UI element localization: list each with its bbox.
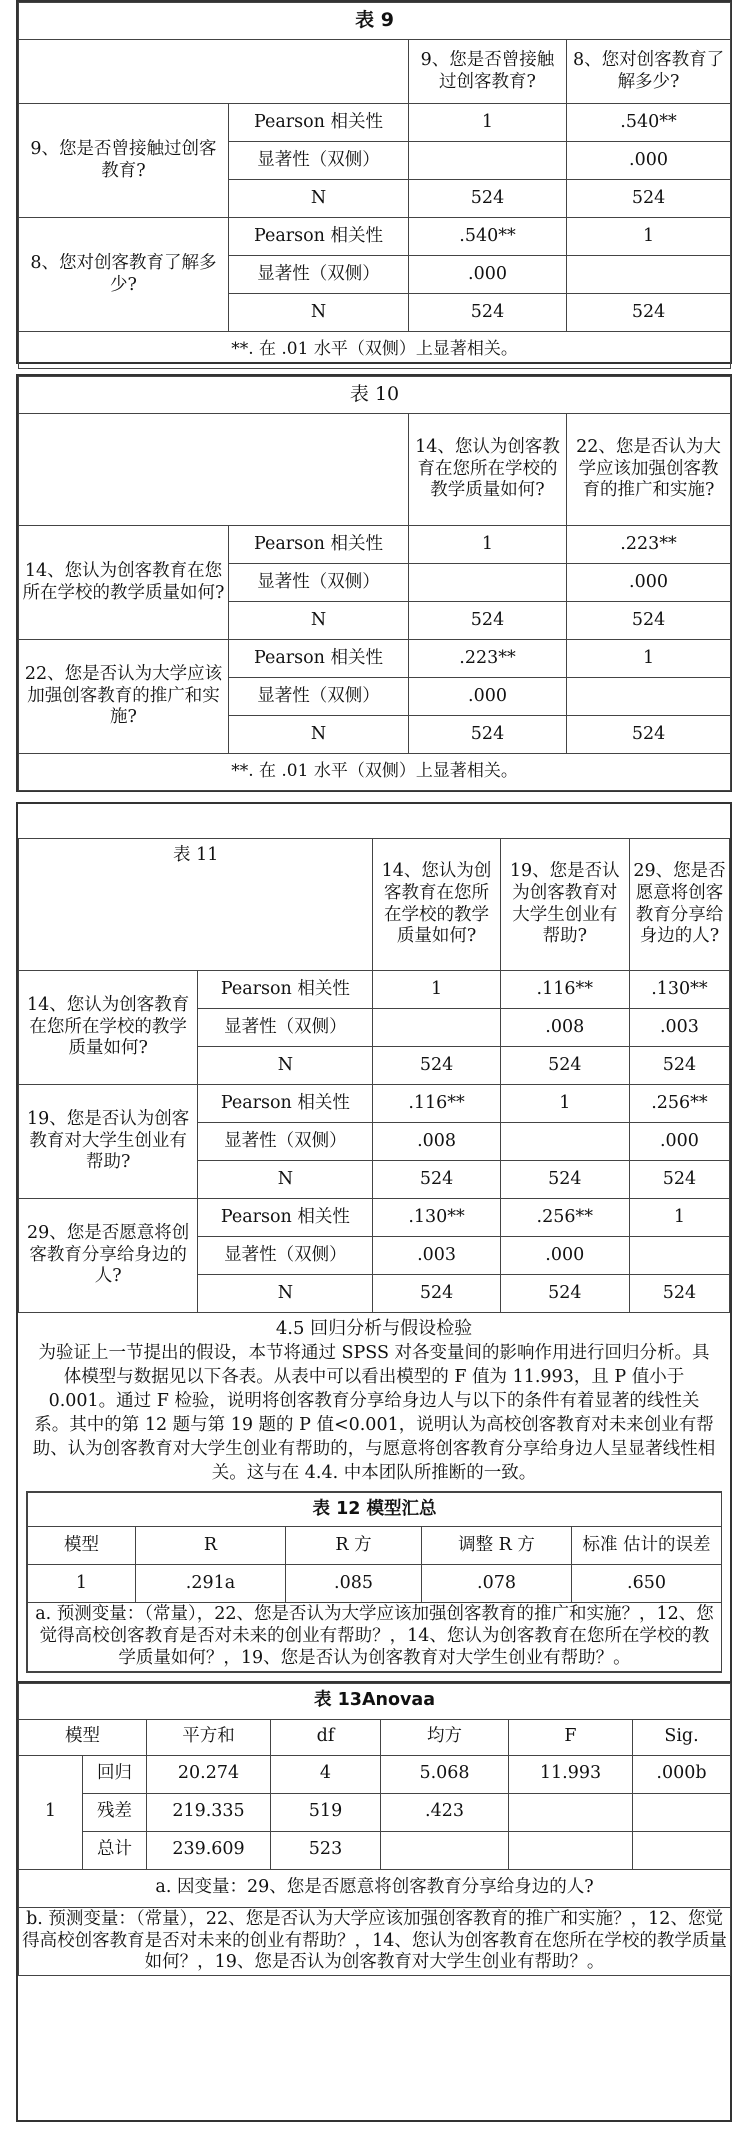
stat-label: Pearson 相关性	[229, 218, 409, 256]
cell: 1	[409, 526, 567, 564]
table-title: 表 10	[19, 377, 731, 414]
cell	[509, 1793, 633, 1831]
cell: .256**	[629, 1085, 729, 1123]
column-header: 14、您认为创客教育在您所在学校的教学质量如何?	[409, 414, 567, 526]
cell	[567, 678, 731, 716]
cell: .008	[373, 1123, 500, 1161]
table-13-grid	[18, 1683, 731, 1977]
cell: 524	[629, 1275, 729, 1313]
cell: 1	[409, 104, 567, 142]
cell: 20.274	[147, 1755, 271, 1793]
table-9-grid	[18, 2, 731, 369]
cell: .130**	[373, 1199, 500, 1237]
cell: 524	[567, 294, 731, 332]
document-page	[16, 0, 732, 2132]
column-header: F	[509, 1719, 633, 1755]
column-header: R 方	[286, 1527, 422, 1565]
cell: 524	[629, 1161, 729, 1199]
cell: 524	[500, 1161, 629, 1199]
row-label: 14、您认为创客教育在您所在学校的教学质量如何?	[19, 971, 198, 1085]
cell: 524	[629, 1047, 729, 1085]
cell: 524	[409, 602, 567, 640]
stat-label: 显著性（双侧）	[229, 256, 409, 294]
cell	[381, 1831, 509, 1869]
cell: 1	[373, 971, 500, 1009]
table-title: 表 13Anovaa	[19, 1683, 731, 1719]
row-label: 22、您是否认为大学应该加强创客教育的推广和实施?	[19, 640, 229, 754]
stat-label: Pearson 相关性	[198, 1199, 373, 1237]
column-header: 14、您认为创客教育在您所在学校的教学质量如何?	[373, 839, 500, 971]
cell: .291a	[136, 1565, 286, 1603]
cell	[500, 1123, 629, 1161]
column-header: 模型	[28, 1527, 136, 1565]
cell: 239.609	[147, 1831, 271, 1869]
column-header: 29、您是否愿意将创客教育分享给身边的人?	[629, 839, 729, 971]
table-13	[18, 1681, 730, 1977]
cell: .000b	[633, 1755, 731, 1793]
cell: .000	[409, 256, 567, 294]
stat-label: N	[229, 180, 409, 218]
cell: .540**	[409, 218, 567, 256]
cell: 1	[567, 640, 731, 678]
cell: 524	[567, 602, 731, 640]
stat-label: 显著性（双侧）	[229, 564, 409, 602]
cell: 523	[271, 1831, 381, 1869]
column-header: 8、您对创客教育了解多少?	[567, 40, 731, 104]
cell	[629, 1237, 729, 1275]
stat-label: 显著性（双侧）	[229, 142, 409, 180]
column-header: 均方	[381, 1719, 509, 1755]
cell: .223**	[409, 640, 567, 678]
cell: 519	[271, 1793, 381, 1831]
cell: .540**	[567, 104, 731, 142]
cell: 524	[567, 716, 731, 754]
table-10	[16, 374, 732, 792]
cell: .000	[409, 678, 567, 716]
cell	[633, 1793, 731, 1831]
row-label: 19、您是否认为创客教育对大学生创业有帮助?	[19, 1085, 198, 1199]
cell: .003	[373, 1237, 500, 1275]
cell: 524	[567, 180, 731, 218]
cell: 219.335	[147, 1793, 271, 1831]
row-label: 29、您是否愿意将创客教育分享给身边的人?	[19, 1199, 198, 1313]
table-10-grid	[18, 376, 731, 791]
column-header: 模型	[19, 1719, 147, 1755]
row-label: 回归	[83, 1755, 147, 1793]
cell	[409, 142, 567, 180]
stat-label: N	[198, 1047, 373, 1085]
stat-label: Pearson 相关性	[198, 1085, 373, 1123]
section-heading: 4.5 回归分析与假设检验	[275, 1318, 473, 1339]
table-11-grid	[18, 838, 730, 1313]
column-header: df	[271, 1719, 381, 1755]
cell: 524	[500, 1047, 629, 1085]
cell	[509, 1831, 633, 1869]
row-label: 9、您是否曾接触过创客教育?	[19, 104, 229, 218]
model-cell: 1	[19, 1755, 83, 1869]
cell	[373, 1009, 500, 1047]
row-label: 8、您对创客教育了解多少?	[19, 218, 229, 332]
cell: 11.993	[509, 1755, 633, 1793]
cell: .650	[572, 1565, 722, 1603]
cell: .000	[500, 1237, 629, 1275]
column-header: 调整 R 方	[422, 1527, 572, 1565]
table-footnote-b: b. 预测变量：（常量），22、您是否认为大学应该加强创客教育的推广和实施？，12、您觉得高校创客教育是否对未来的创业有帮助？，14、您认为创客教育在您所在学校的教学质量如何？，19、您是否认为创客教育对大学生创业有帮助？。	[19, 1907, 731, 1976]
stat-label: 显著性（双侧）	[198, 1123, 373, 1161]
column-header: R	[136, 1527, 286, 1565]
stat-label: Pearson 相关性	[229, 104, 409, 142]
stat-label: Pearson 相关性	[229, 640, 409, 678]
column-header: 22、您是否认为大学应该加强创客教育的推广和实施?	[567, 414, 731, 526]
cell: .256**	[500, 1199, 629, 1237]
table-footnote: **. 在 .01 水平（双侧）上显著相关。	[19, 754, 731, 791]
stat-label: Pearson 相关性	[229, 526, 409, 564]
cell	[633, 1831, 731, 1869]
stat-label: 显著性（双侧）	[229, 678, 409, 716]
cell: 1	[629, 1199, 729, 1237]
row-label: 14、您认为创客教育在您所在学校的教学质量如何?	[19, 526, 229, 640]
column-header: 标准 估计的误差	[572, 1527, 722, 1565]
table-title: 表 12 模型汇总	[28, 1493, 722, 1527]
table-12	[26, 1491, 722, 1673]
corner-cell	[19, 414, 409, 526]
cell: 524	[373, 1275, 500, 1313]
cell: 5.068	[381, 1755, 509, 1793]
cell: .116**	[373, 1085, 500, 1123]
cell	[567, 256, 731, 294]
cell: 524	[409, 180, 567, 218]
cell: 524	[373, 1047, 500, 1085]
stat-label: Pearson 相关性	[198, 971, 373, 1009]
corner-cell	[19, 40, 409, 104]
cell: 524	[500, 1275, 629, 1313]
column-header: 19、您是否认为创客教育对大学生创业有帮助?	[500, 839, 629, 971]
cell: .085	[286, 1565, 422, 1603]
row-label: 总计	[83, 1831, 147, 1869]
cell: .116**	[500, 971, 629, 1009]
cell: 1	[500, 1085, 629, 1123]
cell: 1	[567, 218, 731, 256]
stat-label: 显著性（双侧）	[198, 1009, 373, 1047]
cell: .000	[567, 142, 731, 180]
table-12-grid	[27, 1492, 722, 1672]
table-title: 表 11	[19, 839, 373, 971]
column-header: Sig.	[633, 1719, 731, 1755]
stat-label: N	[229, 716, 409, 754]
cell: .078	[422, 1565, 572, 1603]
cell: .003	[629, 1009, 729, 1047]
table-9	[16, 0, 732, 364]
cell: .000	[629, 1123, 729, 1161]
stat-label: N	[229, 602, 409, 640]
combined-block	[16, 802, 732, 2122]
section-paragraph: 为验证上一节提出的假设，本节将通过 SPSS 对各变量间的影响作用进行回归分析。具体模型与数据见以下各表。从表中可以看出模型的 F 值为 11.993，且 P 值小于 0.001。通过 F 检验，说明将创客教育分享给身边人与以下的条件有着显著的线性关系。其中的第 12 题与第 19 题的 P 值<0.001，说明认为高校创客教育对未来创业有帮助、认为创客教育对大学生创业有帮助的，与愿意将创客教育分享给身边人呈显著线性相关。这与在 4.4. 中本团队所推断的一致。	[32, 1343, 716, 1483]
table-title: 表 9	[19, 3, 731, 40]
cell: .223**	[567, 526, 731, 564]
column-header: 平方和	[147, 1719, 271, 1755]
cell: .423	[381, 1793, 509, 1831]
cell: .130**	[629, 971, 729, 1009]
cell: .008	[500, 1009, 629, 1047]
table-footnote-a: a. 因变量：29、您是否愿意将创客教育分享给身边的人?	[19, 1869, 731, 1907]
row-label: 残差	[83, 1793, 147, 1831]
cell	[409, 564, 567, 602]
cell: 524	[409, 716, 567, 754]
cell: .000	[567, 564, 731, 602]
table-footnote: a. 预测变量：（常量），22、您是否认为大学应该加强创客教育的推广和实施？，12、您觉得高校创客教育是否对未来的创业有帮助？，14、您认为创客教育在您所在学校的教学质量如何？，19、您是否认为创客教育对大学生创业有帮助？。	[28, 1603, 722, 1672]
cell: 524	[373, 1161, 500, 1199]
cell: 4	[271, 1755, 381, 1793]
table-footnote: **. 在 .01 水平（双侧）上显著相关。	[19, 332, 731, 369]
stat-label: N	[198, 1275, 373, 1313]
column-header: 9、您是否曾接触过创客教育?	[409, 40, 567, 104]
stat-label: N	[198, 1161, 373, 1199]
cell: 524	[409, 294, 567, 332]
cell: 1	[28, 1565, 136, 1603]
stat-label: N	[229, 294, 409, 332]
stat-label: 显著性（双侧）	[198, 1237, 373, 1275]
